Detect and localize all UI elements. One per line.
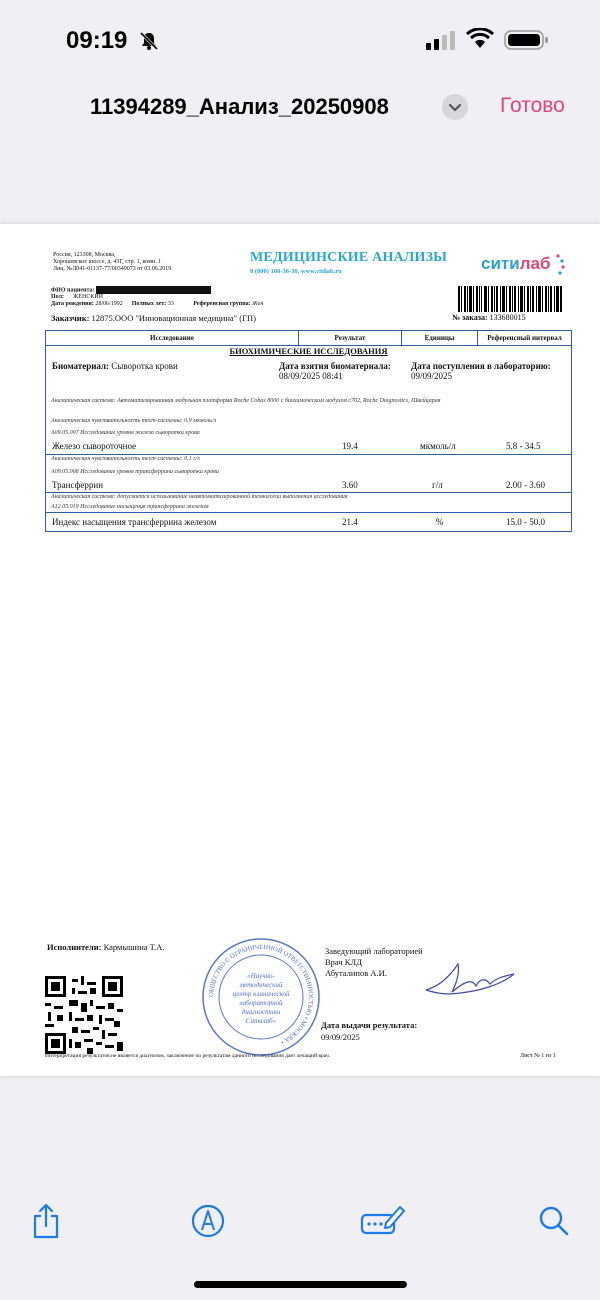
wifi-icon (466, 28, 494, 50)
table-row (46, 441, 571, 453)
issue-label: Дата выдачи результата: (321, 1020, 418, 1030)
head-line: Заведующий лабораторией (325, 946, 423, 956)
qr-code (45, 976, 123, 1054)
disclaimer: Интерпретация результатов не является диагнозом, заключение по результатам данного исследования дает лечащий врач. (45, 1053, 331, 1059)
header-title: МЕДИЦИНСКИЕ АНАЛИЗЫ (250, 250, 448, 265)
test-unit: г/л (432, 480, 443, 490)
test-reference: 2.00 - 3.60 (506, 480, 545, 490)
address-line: Лиц. №Л041-01137-77/00349073 от 03.06.2019 (53, 266, 172, 272)
sensitivity-note: Аналитическая чувствительность тест-системы: 0.9 мкмоль/л (51, 418, 217, 424)
test-result: 19.4 (342, 441, 358, 451)
patient-name-label: ФИО пациента: (51, 287, 95, 294)
test-name: Индекс насыщения трансферрина железом (52, 517, 217, 527)
sex-label: Пол: (51, 294, 64, 301)
analytic-system-note: Аналитическая система: допускается использование неавтоматизированной технологии выполнения исследования (51, 494, 348, 500)
address-line: Хорошевское шоссе, д. 43Г, стр. 1, комн. 1 (53, 259, 162, 265)
biomaterial (52, 361, 178, 371)
test-code-note: А09.05.007 Исследование уровня железа сыворотки крови (51, 430, 200, 436)
column-header-result: Результат (299, 331, 402, 345)
issue-date (321, 1019, 417, 1043)
chevron-down-icon (442, 94, 468, 120)
test-code-note: А09.05.008 Исследование уровня трансферрина сыворотки крови (51, 469, 219, 475)
share-button[interactable] (26, 1201, 66, 1241)
bottom-toolbar (0, 1185, 600, 1255)
header-phone: 8 (800) 100-36-30, www.citilab.ru (250, 268, 342, 275)
lab-address (53, 252, 233, 273)
test-result: 3.60 (342, 480, 358, 490)
taken-label: Дата взятия биоматериала: (279, 361, 391, 371)
stamp-line: лабораторной (239, 999, 283, 1007)
section-title: БИОХИМИЧЕСКИЕ ИССЛЕДОВАНИЯ (229, 346, 388, 356)
stamp-ring-text: ОБЩЕСТВО С ОГРАНИЧЕННОЙ ОТВЕТСТВЕННОСТЬЮ • МОСКВА • (207, 943, 315, 1046)
issue-value: 09/09/2025 (321, 1032, 360, 1042)
stamp-line: «Научно- (247, 972, 275, 980)
head-line: Абуталипов А.И. (325, 968, 387, 978)
test-reference: 5.8 - 34.5 (506, 441, 541, 451)
sensitivity-note: Аналитическая чувствительность тест-системы: 0.1 г/л (51, 456, 200, 462)
test-unit: % (436, 517, 444, 527)
dob-label: Дата рождения: (51, 301, 94, 308)
sample-received (411, 361, 551, 381)
signature (420, 956, 520, 1000)
table-row (46, 517, 571, 529)
fill-and-sign-button[interactable] (360, 1201, 406, 1241)
form-fill-icon (360, 1201, 406, 1241)
markup-pen-icon (188, 1201, 228, 1241)
client-value: 12875.ООО "Инновационная медицина" (ГП) (91, 313, 256, 323)
test-unit: мкмоль/л (420, 441, 456, 451)
status-time: 09:19 (66, 27, 128, 54)
lab-stamp (200, 936, 322, 1058)
status-bar (0, 0, 600, 80)
results-table (45, 330, 572, 532)
executors-value: Кармышина Т.А. (103, 942, 165, 952)
redacted-name (96, 286, 211, 294)
ref-group-value: Жен (252, 301, 264, 308)
dob-value: 28/06/1992 (95, 301, 123, 308)
executors-label: Исполнители: (47, 942, 102, 952)
ref-group-label: Референсная группа: (193, 301, 251, 308)
column-header-reference: Референсный интервал (487, 334, 562, 342)
column-header-test: Исследование (46, 331, 299, 345)
share-icon (26, 1201, 66, 1241)
logo-main-text: сити (481, 254, 520, 273)
address-line: Россия, 123308, Москва, (53, 252, 116, 258)
column-header-units: Единицы (402, 331, 478, 345)
cellular-signal-icon (426, 30, 458, 50)
document-title[interactable]: 11394289_Анализ_20250908 (90, 94, 389, 119)
table-divider (46, 512, 571, 513)
test-name: Трансферрин (52, 480, 104, 490)
barcode (458, 286, 562, 312)
received-label: Дата поступления в лабораторию: (411, 361, 551, 371)
order-number (452, 313, 526, 322)
received-value: 09/09/2025 (411, 371, 453, 381)
test-code-note: А12.05.019 Исследование насыщения трансферрина железом (51, 504, 209, 510)
age-value: 33 (167, 301, 174, 308)
citilab-logo (481, 254, 550, 274)
battery-icon (504, 29, 550, 51)
stamp-line: диагностики (241, 1008, 281, 1016)
executors (47, 942, 164, 952)
order-value: 133680015 (489, 313, 526, 322)
home-indicator[interactable] (194, 1281, 407, 1288)
test-reference: 15.0 - 50.0 (506, 517, 545, 527)
stamp-line: центр клинической (232, 990, 290, 998)
bell-muted-icon (138, 30, 160, 52)
biomaterial-label: Биоматериал: (52, 361, 110, 371)
test-name: Железо сывороточное (52, 441, 137, 451)
order-label: № заказа: (452, 313, 488, 322)
test-result: 21.4 (342, 517, 358, 527)
patient-info (51, 286, 451, 308)
lab-head (325, 946, 423, 979)
stamp-line: Ситилаб» (245, 1017, 277, 1025)
age-label: Полных лет: (131, 301, 167, 308)
markup-button[interactable] (188, 1201, 228, 1241)
search-icon (534, 1201, 574, 1241)
stamp-line: методический (239, 981, 283, 989)
sex-value: ЖЕНСКИЙ (72, 294, 103, 301)
client-label: Заказчик: (51, 313, 90, 323)
analytic-system-note: Аналитическая система: Автоматизированная модульная платформа Roche Cobas 8000 с биохимическим модулем с702, Roche Diagnostics, Швейцария (51, 398, 441, 404)
document-page[interactable] (0, 224, 600, 1076)
sheet-number: Лист № 1 из 1 (520, 1053, 556, 1059)
title-menu-button[interactable] (442, 94, 468, 120)
client-line (51, 313, 256, 323)
sample-taken (279, 361, 391, 381)
logo-dots-icon (554, 252, 566, 278)
search-button[interactable] (534, 1201, 574, 1241)
done-button[interactable]: Готово (500, 94, 565, 117)
logo-accent-text: лаб (519, 254, 551, 273)
head-line: Врач КЛД (325, 957, 362, 967)
table-row (46, 480, 571, 492)
taken-value: 08/09/2025 08:41 (279, 371, 343, 381)
biomaterial-value: Сыворотка крови (111, 361, 178, 371)
